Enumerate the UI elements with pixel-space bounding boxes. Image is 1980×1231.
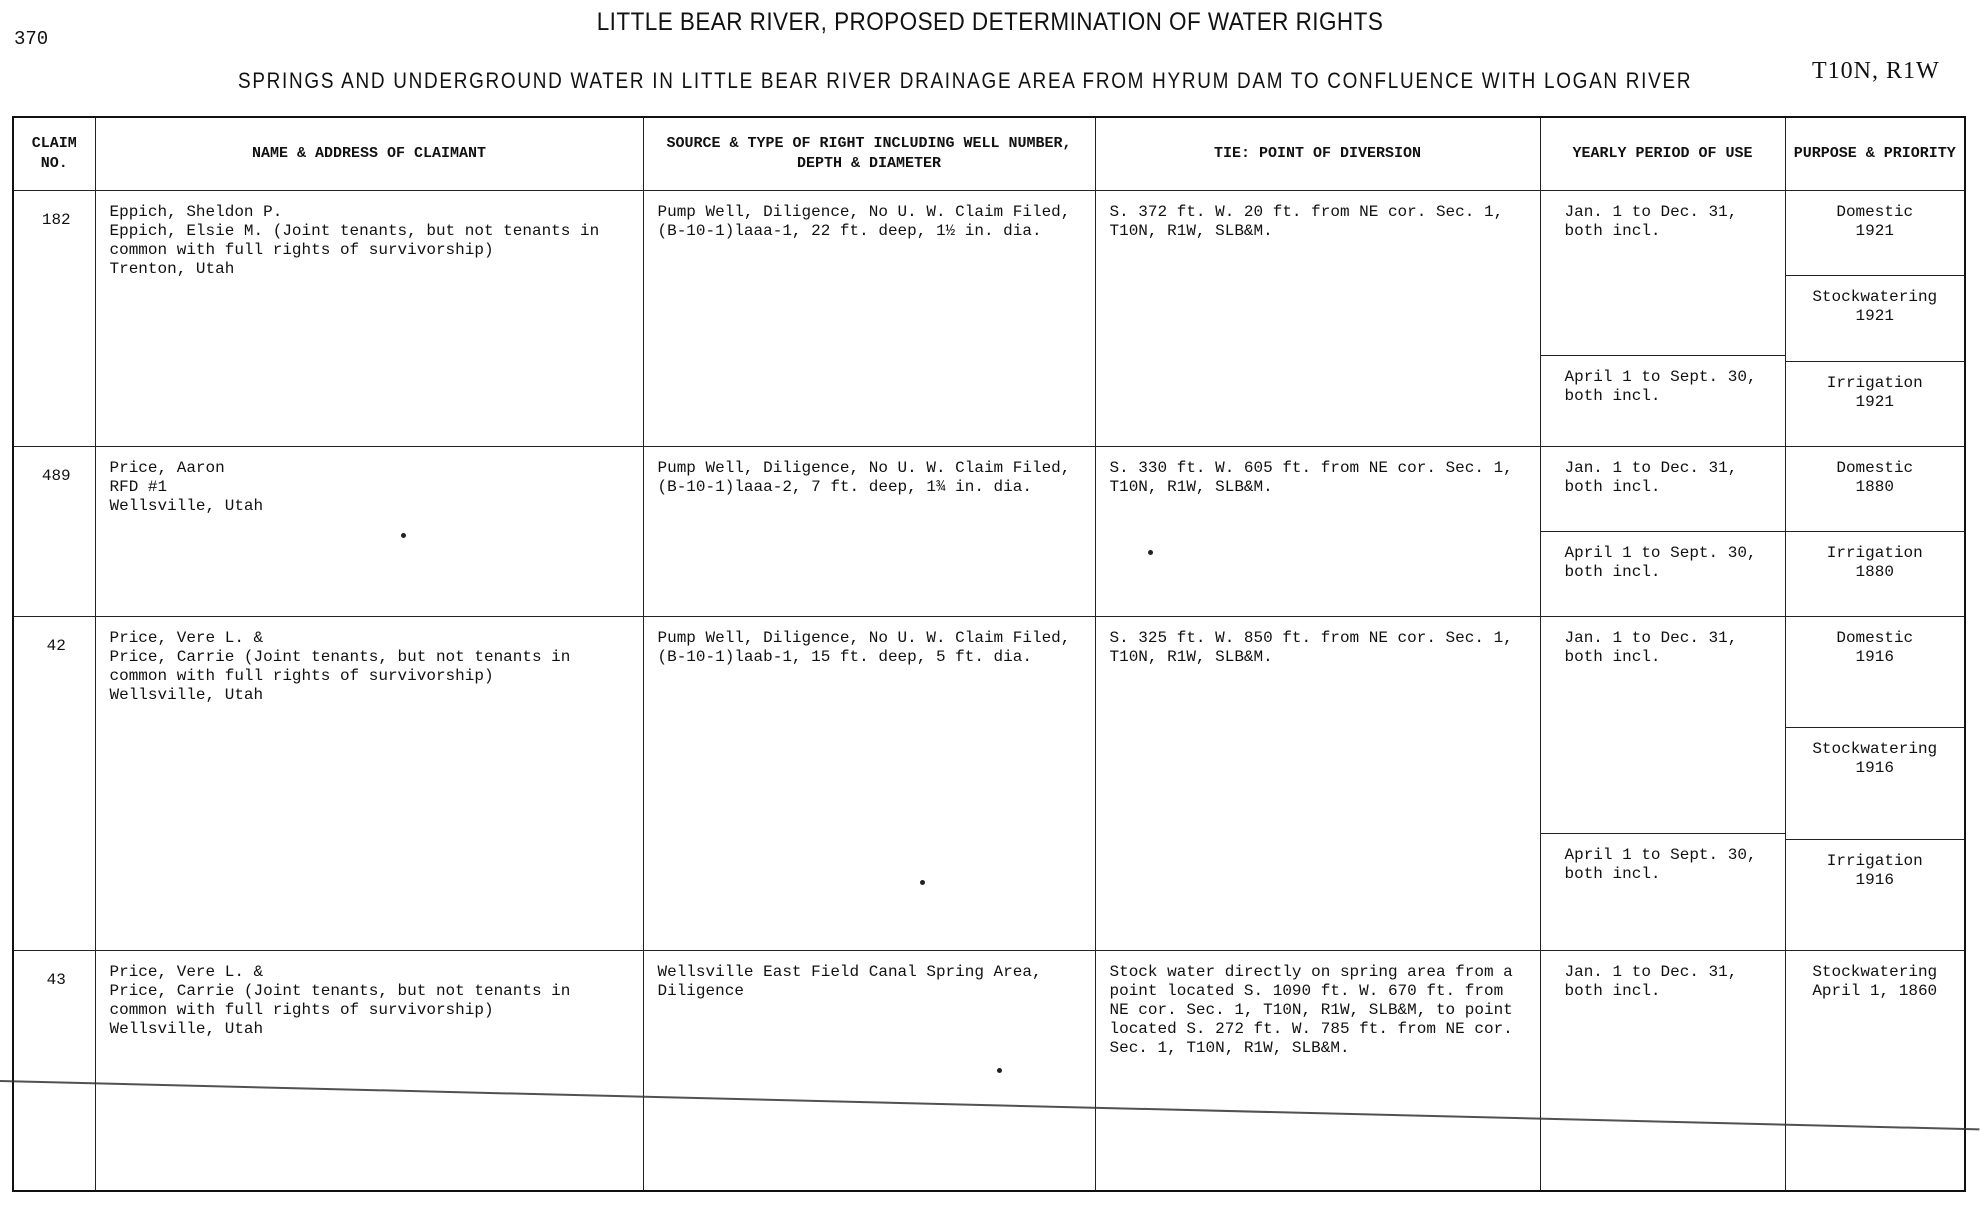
claim-no-cell-text: 489 [41,467,71,485]
claimant-cell [95,447,643,617]
table-row [13,951,1965,1191]
period-item: Jan. 1 to Dec. 31, both incl. [1541,447,1785,532]
purpose-cell [1785,951,1965,1191]
claims-body [13,191,1965,1191]
period-item: April 1 to Sept. 30, both incl. [1564,544,1757,581]
claimant-cell-text: Price, Vere L. & Price, Carrie (Joint tenants, but not tenants in common with full rights of survivorship) Wellsville, Utah [109,629,571,704]
tie-cell-text: S. 372 ft. W. 20 ft. from NE cor. Sec. 1, T10N, R1W, SLB&M. [1109,203,1504,240]
claim-no-cell-text: 42 [46,637,66,655]
table-row [13,191,1965,447]
tie-cell [1095,447,1540,617]
period-cell [1540,447,1785,617]
source-cell [643,191,1095,447]
tie-cell-text: S. 325 ft. W. 850 ft. from NE cor. Sec. 1, T10N, R1W, SLB&M. [1109,629,1513,666]
source-cell [643,617,1095,951]
scan-speck [1148,550,1153,555]
table-header-row [13,117,1965,191]
period-item: Jan. 1 to Dec. 31, both incl. [1541,191,1785,356]
water-rights-table [12,116,1966,1192]
scan-speck [920,880,925,885]
purpose-item: Irrigation 1880 [1826,544,1923,581]
claimant-cell-text: Price, Aaron RFD #1 Wellsville, Utah [109,459,264,515]
source-cell-text: Pump Well, Diligence, No U. W. Claim Filed, (B-10-1)laaa-2, 7 ft. deep, 1¾ in. dia. [657,459,1071,496]
scan-speck [997,1068,1002,1073]
header-claimant: NAME & ADDRESS OF CLAIMANT [95,117,643,191]
table-row [13,447,1965,617]
source-cell-text: Pump Well, Diligence, No U. W. Claim Filed, (B-10-1)laab-1, 15 ft. deep, 5 ft. dia. [657,629,1071,666]
purpose-cell [1785,191,1965,447]
page-number: 370 [14,28,49,50]
purpose-item: Irrigation 1916 [1826,851,1923,889]
source-cell-text: Wellsville East Field Canal Spring Area, Diligence [657,963,1042,1000]
header-period: YEARLY PERIOD OF USE [1540,117,1785,191]
source-cell [643,951,1095,1191]
tie-cell [1095,951,1540,1191]
period-item: Jan. 1 to Dec. 31, both incl. [1564,963,1738,1000]
claimant-cell [95,951,643,1191]
period-item: Jan. 1 to Dec. 31, both incl. [1541,617,1785,834]
header-claim-no: CLAIM NO. [13,117,95,191]
purpose-item: Stockwatering 1921 [1786,276,1965,361]
claim-no-cell [13,447,95,617]
purpose-item: Stockwatering 1916 [1786,728,1965,839]
table-row [13,617,1965,951]
period-cell [1540,617,1785,951]
purpose-cell [1785,617,1965,951]
document-title: LITTLE BEAR RIVER, PROPOSED DETERMINATION OF WATER RIGHTS [596,8,1384,36]
period-item: April 1 to Sept. 30, both incl. [1564,846,1757,883]
scan-speck [401,533,406,538]
tie-cell [1095,617,1540,951]
township-range: T10N, R1W [1812,58,1940,84]
period-item: April 1 to Sept. 30, both incl. [1564,368,1757,405]
source-cell-text: Pump Well, Diligence, No U. W. Claim Filed, (B-10-1)laaa-1, 22 ft. deep, 1½ in. dia. [657,203,1071,240]
source-cell [643,447,1095,617]
claimant-cell-text: Price, Vere L. & Price, Carrie (Joint tenants, but not tenants in common with full rights of survivorship) Wellsville, Utah [109,963,571,1038]
tie-cell [1095,191,1540,447]
claimant-cell-text: Eppich, Sheldon P. Eppich, Elsie M. (Joint tenants, but not tenants in common with full rights of survivorship) Trenton, Utah [109,203,600,278]
claimant-cell [95,191,643,447]
claim-no-cell [13,617,95,951]
claim-no-cell-text: 43 [46,971,66,989]
period-cell [1540,951,1785,1191]
purpose-cell [1785,447,1965,617]
claimant-cell [95,617,643,951]
claim-no-cell-text: 182 [41,211,71,229]
header-purpose: PURPOSE & PRIORITY [1785,117,1965,191]
tie-cell-text: S. 330 ft. W. 605 ft. from NE cor. Sec. 1, T10N, R1W, SLB&M. [1109,459,1513,496]
claim-no-cell [13,951,95,1191]
purpose-item: Domestic 1921 [1786,191,1965,276]
document-subtitle: SPRINGS AND UNDERGROUND WATER IN LITTLE BEAR RIVER DRAINAGE AREA FROM HYRUM DAM TO CONFLUENCE WITH LOGAN RIVER [238,68,1693,93]
purpose-item: Domestic 1880 [1786,447,1965,532]
claim-no-cell [13,191,95,447]
purpose-item: Stockwatering April 1, 1860 [1812,963,1938,1000]
header-source: SOURCE & TYPE OF RIGHT INCLUDING WELL NUMBER, DEPTH & DIAMETER [643,117,1095,191]
period-cell [1540,191,1785,447]
purpose-item: Domestic 1916 [1786,617,1965,728]
purpose-item: Irrigation 1921 [1826,373,1923,411]
header-tie: TIE: POINT OF DIVERSION [1095,117,1540,191]
tie-cell-text: Stock water directly on spring area from a point located S. 1090 ft. W. 670 ft. from NE cor. Sec. 1, T10N, R1W, SLB&M, to point located S. 272 ft. W. 785 ft. from NE cor. Sec. 1, T10N, R1W, SLB&M. [1109,963,1513,1057]
